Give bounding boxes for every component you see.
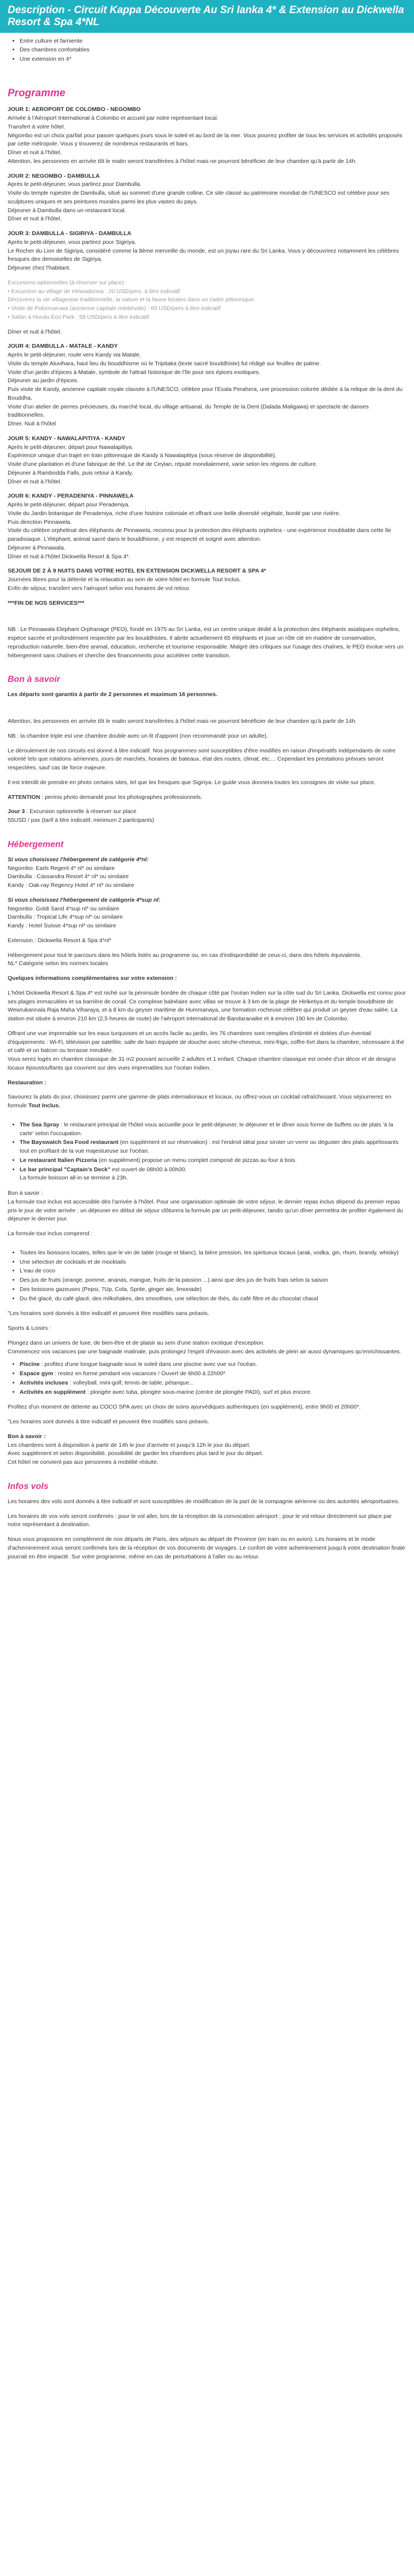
day-line: Négombo est un choix parfait pour passer quelques jours sous le soleil et au bord de la mer. Vous pourrez profiter de tous les services et activités proposés par cette métropole. Vous y trouverez de nombreux restaurants et bars. xyxy=(8,132,403,148)
hotel-line: Negombo: Goldi Sand 4*sup nl* ou similaire xyxy=(8,905,120,912)
day-line: Visite d'un atelier de pierres précieuses, du marché local, du village artisanal, du Temple de la Dent (Dalada Maligawa) et spectacle de danses traditionnelles. xyxy=(8,403,369,419)
infos-paragraph: Les horaires de vos vols seront confirmés : pour le vol aller, lors de la réception de la convocation aéroport ; pour le vol retour directement sur place par notre représentant à destination. xyxy=(8,1512,392,1528)
day-title: JOUR 4: DAMBULLA - MATALE - KANDY xyxy=(8,343,118,350)
list-item: • Des boissons gazeuses (Pepsi, 7Up, Cola, Sprite, ginger ale, limonade) xyxy=(20,1286,406,1294)
restauration-intro: Savourez la plats du jour, choisissez parmi une gamme de plats internationaux et locaux, ou offrez-vous un cocktail rafraîchissant. Vous séjournerez en formule Tout Inclus. xyxy=(8,1094,392,1109)
list-item: • Une sélection de cocktails et de mocktails xyxy=(20,1258,406,1267)
day-line: Après le petit-déjeuner, départ pour Nawalapitiya. xyxy=(8,443,133,451)
spa-note: Profitez d'un moment de détente au COCO SPA avec un choix de soins ayurvédiques authentiques (en supplément), entre 9h00 et 20h00*. xyxy=(8,1404,361,1411)
sports-list xyxy=(8,1360,406,1397)
day-line: Dîner et nuit à l'hôtel. xyxy=(8,149,62,156)
list-item: • Le restaurant Italien Pizzeria (en supplément) propose un menu complet composé de pizzas au four à bois. xyxy=(20,1156,406,1165)
day-line: Puis direction Pinnawela. xyxy=(8,518,72,525)
list-item: • The Sea Spray : le restaurant principal de l'hôtel vous accueille pour le petit-déjeuner, le déjeuner et le dîner sous forme de buffets ou de plats 'à la carte' selon l'occupation. xyxy=(20,1121,406,1138)
infos-paragraph: Les horaires des vols sont donnés à titre indicatif et sont susceptibles de modification de la part de la compagnie aérienne ou des autorités aéroportuaires. xyxy=(8,1498,400,1505)
extension-line: Extension : Dickwella Resort & Spa 4*nl* xyxy=(8,937,111,944)
programme-heading: Programme xyxy=(8,87,66,99)
horaires-note: "Les horaires sont donnés à titre indicatif et peuvent être modifiés sans préavis. xyxy=(8,1310,210,1317)
day-line: Après le petit-déjeuner, vous partirez pour Dambulla. xyxy=(8,181,142,188)
list-item: • Du thé glacé, du café glacé, des milkshakes, des smoothies, une sélection de thés, du café filtre et du chocolat chaud xyxy=(20,1295,406,1304)
intro-list xyxy=(8,37,406,64)
extension-info-title: Quelques informations complémentaires sur votre extension : xyxy=(8,975,177,982)
content xyxy=(0,37,414,1562)
day-line: Visite du Jardin botanique de Peradeniya, riche d'une histoire coloniale et offrant une belle diversité végétale, bordé par une rivière. xyxy=(8,510,341,517)
day-title: JOUR 2: NEGOMBO - DAMBULLA xyxy=(8,172,100,179)
excursion-item: • Safari à Hurulu Eco Park : 58 USD/pers à titre indicatif xyxy=(8,313,149,320)
excursions-intro: Excursions optionnelles (à réserver sur place) : xyxy=(8,279,127,286)
bon-a-savoir-heading: Bon à savoir xyxy=(8,675,61,685)
day-line: Enfin de séjour, transfert vers l'aéroport selon vos horaires de vol retour. xyxy=(8,585,191,592)
day-line: Dîner et nuit à l'hôtel. xyxy=(8,478,62,485)
day-line: Déjeuner au jardin d'épices. xyxy=(8,377,79,384)
restaurant-list xyxy=(8,1121,406,1183)
day-line: Visite d'un jardin d'épices à Matale, symbole de l'attrait historique de l'île pour ses épices exotiques. xyxy=(8,369,261,376)
bon-a-savoir-label: Bon à savoir : xyxy=(8,1190,43,1197)
circuit-note: Le déroulement de nos circuits est donné à titre indicatif. Nos programmes sont susceptibles d'être modifiés en raison d'impératifs indépendants de notre volonté tels que rotations aériennes, jours de marchés, horaires de bateaux, état des routes, climat, etc.... Cependant les prestations prévues seront respectées, sauf cas de force majeure. xyxy=(8,747,396,772)
nb-note: NB : Le Pinnawala Elephant Orphanage (PEO), fondé en 1975 au Sri Lanka, est un centre unique dédié à la protection des éléphants asiatiques orphelins, espèce sacrée et profondément respectée par les bouddhistes. Il abrite actuellement 65 éléphants et joue un rôle clé en matière de conservation, reproduction naturelle, bien-être animal, éducation, recherche et tourisme responsable. Malgré des critiques sur l'usage des chaînes, le PEO évolue vers un hébergement sans chaînes et cherche des financements pour accélérer cette transition. xyxy=(8,626,404,659)
list-item: • Activités en supplément : plongée avec tuba, plongée sous-marine (centre de plongée PADI), surf et plus encore. xyxy=(20,1388,406,1397)
day-title: JOUR 5: KANDY - NAWALAPITIYA - KANDY xyxy=(8,435,126,442)
list-item: • L'eau de coco xyxy=(20,1267,406,1276)
departs-note: Les départs sont garantis à partir de 2 personnes et maximum 16 personnes. xyxy=(8,691,217,698)
jour3-price: 55USD / pax (tarif à titre indicatif, minimum 2 participants) xyxy=(8,817,155,824)
end-of-services: ***FIN DE NOS SERVICES*** xyxy=(8,599,85,606)
nl-note: NL* Catégorie selon les normes locales xyxy=(8,960,108,967)
day-line: Le Rocher du Lion de Sigiriya, considéré comme la 8ème merveille du monde, est un joyau rare du Sri Lanka. Vous y découvrirez notamment les célèbres fresques des demoiselles de Sigiriya. xyxy=(8,247,399,263)
day-title: JOUR 6: KANDY - PERADENIYA - PINNAWELA xyxy=(8,493,134,500)
attention-note: Attention, les personnes en arrivée tôt le matin seront transférées à l'hôtel mais ne pourront bénéficier de leur chambre qu'à partir de 14h. xyxy=(8,718,357,725)
infos-vols-heading: Infos vols xyxy=(8,1481,49,1491)
rooms-description: Vous serez logés en chambre classique de 31 m2 pouvant accueillir 2 adultes et 1 enfant. Chaque chambre classique est ornée d'un décor et de designs locaux époustouflants qui couvrent sur des vues imprenables sur l'océan Indien. xyxy=(8,1056,396,1071)
formule-list xyxy=(8,1249,406,1304)
rooms-description: Offrant une vue imprenable sur les eaux turquoises et un accès facile au jardin, les 76 chambres sont remplies d'intimité et dotées d'un éventail d'équipements : Wi-Fi, télévision par satellite, salle de bain équipée de douche avec sèche-cheveux, mini-frigo, coffre-fort dans la chambre, nécessaire à thé et café et un balcon ou terrasse meublée. xyxy=(8,1030,405,1054)
sports-label: Sports & Loisirs : xyxy=(8,1325,51,1332)
day-title: JOUR 3: DAMBULLA - SIGIRIYA - DAMBULLA xyxy=(8,230,132,237)
day-line: Dîner et nuit à l'hôtel. xyxy=(8,215,62,223)
horaires-note: "Les horaires sont donnés à titre indicatif et peuvent être modifiés sans préavis. xyxy=(8,1418,210,1426)
category-title: Si vous choisissez l'hébergement de catégorie 4*nl: xyxy=(8,856,149,863)
list-item: • Le bar principal "Captain's Deck" est ouvert de 08h00 à 00h00. La formule boisson all-in se termine à 23h. xyxy=(20,1166,406,1183)
day-line: Déjeuner à Rambodda Falls, puis retour à Kandy. xyxy=(8,469,133,476)
excursion-item: • Visite de Polonnaruwa (ancienne capitale médiévale) : 60 USD/pers à titre indicatif xyxy=(8,305,221,312)
excursion-item: • Excursion au village de Hiriwadunna : 20 USD/pers. à titre indicatif xyxy=(8,288,180,295)
hotel-line: Dambulla : Cassandra Resort 4* nl* ou similaire xyxy=(8,873,129,880)
sports-intro: Commencez vos vacances par une baignade matinale, puis prolongez l'esprit d'évasion avec des activités de plein air aussi dynamiques qu'enrichissantes. xyxy=(8,1348,401,1355)
triple-room-note: NB : la chambre triple est une chambre double avec un lit d'appoint (non recommandé pour un adulte). xyxy=(8,732,268,739)
day-line: Visite du temple rupestre de Dambulla, situé au sommet d'une grande colline. Ce site classé au patrimoine mondial de l'UNESCO est célèbre pour ses sculptures uniques et ses peintures murales parmi les plus vastes du pays. xyxy=(8,190,389,205)
infos-paragraph: Nous vous proposons en complément de nos départs de Paris, des séjours au départ de Province (en train ou en avion). Les horaires et le mode d'acheminement vous seront confirmés lors de la réception de vos documents de voyages. Le confort de votre acheminement jusqu'à votre destination finale pourrait en être impacté. Sur votre programme, même en cas de perturbations à l'aller ou au retour. xyxy=(8,1536,405,1560)
page-title: Description - Circuit Kappa Découverte Au Sri lanka 4* & Extension au Dickwella Resort & Spa 4*NL xyxy=(0,0,414,33)
list-item: • Des chambres confortables xyxy=(20,46,406,55)
day-line: Attention, les personnes en arrivée tôt le matin seront transférées à l'hôtel mais ne pourront bénéficier de leur chambre qu'à partir de 14h. xyxy=(8,157,357,165)
day-line: Arrivée à l'Aéroport International à Colombo et accueil par notre représentant local. xyxy=(8,115,218,122)
day-line: Dîner et nuit à l'hôtel. xyxy=(8,328,62,335)
day-title: JOUR 1: AEROPORT DE COLOMBO - NEGOMBO xyxy=(8,106,141,113)
day-line: Dîner. Nuit à l'hôtel xyxy=(8,420,56,428)
day-line: Journées libres pour la détente et la relaxation au sein de votre hôtel en formule Tout Inclus. xyxy=(8,576,241,583)
hotel-line: Kandy : Oak-ray Regency Hotel 4* nl* ou similaire xyxy=(8,882,134,889)
day-line: Expérience unique d'un trajet en train pittoresque de Kandy à Nawalapitiya (sous réserve de disponibilité). xyxy=(8,452,277,459)
day-line: Visite du célèbre orphelinat des éléphants de Pinnawela, reconnu pour la protection des éléphants orphelins - une expérience inoubliable dans cette île paradisiaque. L'éléphant, animal sacré dans le bouddhisme, y est respecté et soigné avec attention. xyxy=(8,527,392,543)
sports-intro: Plongez dans un univers de luxe, de bien-être et de plaisir au sein d'une station exotique d'exception. xyxy=(8,1339,265,1346)
day-line: Puis visite de Kandy, ancienne capitale royale classée à l'UNESCO, célèbre pour l'Esala Perahera, une procession colorée dédiée à la relique de la dent du Bouddha. xyxy=(8,386,403,401)
day-line: Dîner et nuit à l'hôtel Dickwella Resort & Spa 4*. xyxy=(8,553,131,560)
category-title: Si vous choisissez l'hébergement de catégorie 4*sup nl: xyxy=(8,896,161,903)
formule-note: La formule tout inclus est accessible dès l'arrivée à l'hôtel. Pour une organisation optimale de votre séjour, le dernier repas inclus dépend du premier repas pris le jour de votre arrivée : un déjeuner en début de séjour clôturera la formule par un petit-déjeuner, tandis qu'un dîner permettra de profiter également du déjeuner le dernier jour. xyxy=(8,1198,404,1223)
hebergement-heading: Hébergement xyxy=(8,839,64,849)
list-item: • Une extension en 4* xyxy=(20,55,406,64)
day-line: Après le petit-déjeuner, départ pour Peradeniya. xyxy=(8,501,130,509)
hotel-line: Kandy : Hotel Suisse 4*sup nl* ou similaire xyxy=(8,922,116,930)
bon-a-savoir-label: Bon à savoir : xyxy=(8,1433,46,1440)
day-line: Déjeuner chez l'habitant. xyxy=(8,265,71,272)
day-title: SEJOUR DE 2 À 9 NUITS DANS VOTRE HOTEL EN EXTENSION DICKWELLA RESORT & SPA 4* xyxy=(8,568,267,575)
checkin-note: Les chambres sont à disposition à partir de 14h le jour d'arrivée et jusqu'à 12h le jour du départ. xyxy=(8,1441,251,1448)
list-item: • Entre culture et farniente xyxy=(20,37,406,46)
day-line: Transfert à votre hôtel. xyxy=(8,123,66,130)
photo-note: Il est interdit de prendre en photo certains sites, tel que les fresques que Sigiriya. Le guide vous donnera toutes les consignes de visite sur place. xyxy=(8,779,376,786)
hotel-line: Negombo: Earls Regent 4* nl* ou similaire xyxy=(8,864,115,872)
excursion-item: Découvrez la vie villageoise traditionnelle, la nature et la faune locales dans un cadre pittoresque. xyxy=(8,296,256,303)
list-item: • Espace gym : restez en forme pendant vos vacances ! Ouvert de 6h00 à 22h00* xyxy=(20,1370,406,1378)
day-line: Visite du temple Aluvihara, haut lieu du bouddhisme où le Tripitaka (texte sacré bouddhiste) fut rédigé sur feuilles de palme. xyxy=(8,360,321,367)
day-line: Déjeuner à Dambulla dans un restaurant local. xyxy=(8,207,126,214)
list-item: • Toutes les boissons locales, telles que le vin de table (rouge et blanc), la bière pression, les spiritueux locaux (arak, vodka, gin, rhum, brandy, whisky) xyxy=(20,1249,406,1258)
day-line: Visite d'une plantation et d'une fabrique de thé. Le thé de Ceylan, réputé mondialement, varie selon les régions de culture. xyxy=(8,461,318,468)
day-line: Après le petit-déjeuner, route vers Kandy via Matale. xyxy=(8,352,141,359)
hebergement-note: Hébergement pour tout le parcours dans les hôtels listés au programme ou, en cas d'indisponibilité de ceux-ci, dans des hôtels équivalents. xyxy=(8,951,362,959)
permit-note: ATTENTION : permis photo demandé pour les photographes professionnels. xyxy=(8,793,203,801)
jour3-note: Jour 3 : Excursion optionnelle à réserver sur place xyxy=(8,808,137,815)
list-item: • Activités incluses : volleyball, mini-golf, tennis de table, pétanque... xyxy=(20,1379,406,1388)
list-item: • Piscine : profitez d'une longue baignade sous le soleil dans une piscine avec vue sur l'océan. xyxy=(20,1360,406,1369)
restauration-label: Restauration : xyxy=(8,1079,46,1086)
list-item: • The Bayswatch Sea Food restaurant (en supplément et sur réservation) : est l'endroit idéal pour siroter un verre ou déguster des plats appétissants tout en profitant de la vue majestueuse sur l'océan. xyxy=(20,1138,406,1156)
hotel-description: L'hôtel Dickwella Resort & Spa 4* est niché sur la péninsule bordée de chaque côté par l'océan Indien sur la côte sud du Sri Lanka. Dickwella est connu pour ses plages immaculées et sa barrière de corail. Ce complexe balnéaire avec villas se trouve à 3 km de la plage de Hiriketiya et du temple bouddhiste de Wewrukannala Raja Maha Viharaya, et à 8 km du geyser maritime de Hummanaya, une formation rocheuse célèbre qui produit un geyser d'eau salée. La station est située à environ 210 km (2,5 heures de route) de l'aéroport international de Bandaranaike et à environ 190 km de Colombo. xyxy=(8,989,406,1023)
formule-label: La formule tout inclus comprend : xyxy=(8,1230,93,1237)
day-line: Après le petit-déjeuner, vous partirez pour Sigiriya. xyxy=(8,238,137,246)
hotel-line: Dambulla : Tropical Life 4*sup nl* ou similaire xyxy=(8,914,123,921)
checkin-note: Cet hôtel ne convient pas aux personnes à mobilité réduite. xyxy=(8,1459,159,1466)
list-item: • Des jus de fruits (orange, pomme, ananas, mangue, fruits de la passion ...) ainsi que des jus de fruits frais selon la saison xyxy=(20,1276,406,1285)
checkin-note: Avec supplément et selon disponibilité, possibilité de garder les chambres plus tard le jour du départ. xyxy=(8,1450,263,1457)
day-line: Déjeuner à Pinnawala. xyxy=(8,544,66,551)
